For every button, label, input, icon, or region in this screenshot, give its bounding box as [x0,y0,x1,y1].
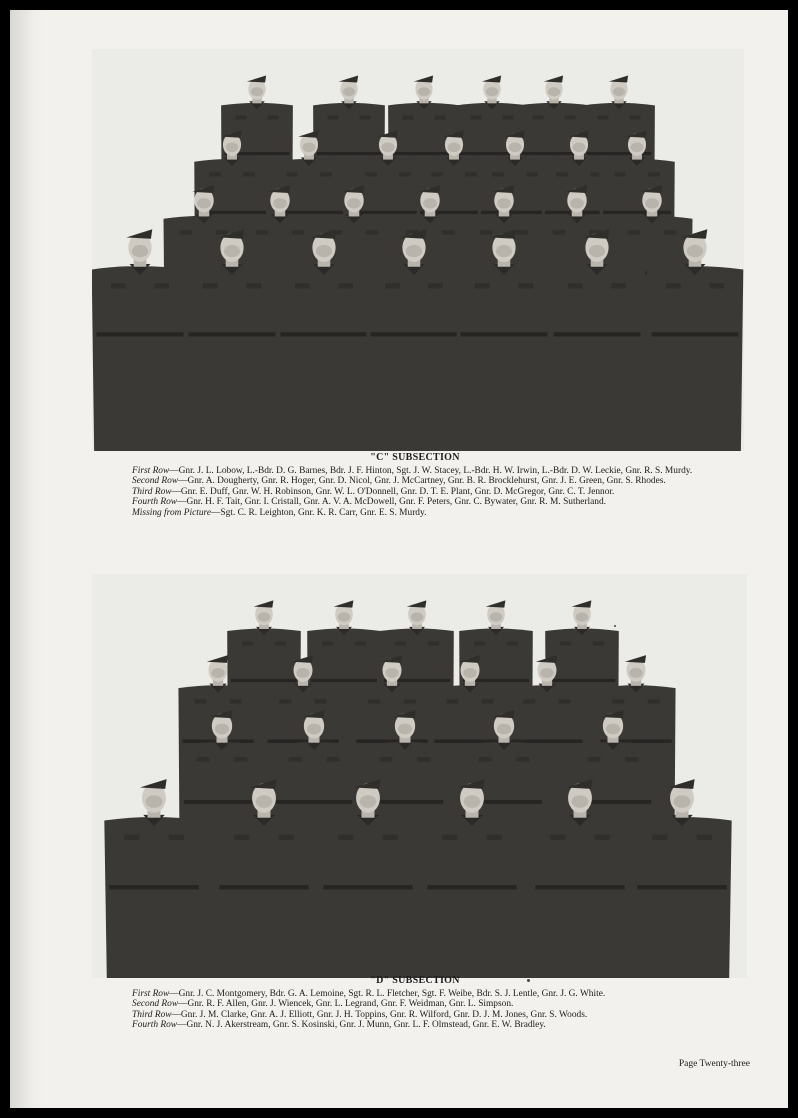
row-names: —Gnr. H. F. Tait, Gnr. I. Cristall, Gnr. A. V. A. McDowell, Gnr. F. Peters, Gnr. C. Bywater, Gnr. R. M. Sutherland. [177,497,607,508]
d-fourth-row [106,1020,724,1031]
c-subsection-title: "C" SUBSECTION [370,452,460,463]
row-label: Second Row [132,999,179,1010]
d-second-row [106,999,724,1010]
row-label: Third Row [132,486,172,497]
row-names: —Gnr. J. C. Montgomery, Bdr. G. A. Lemoine, Sgt. R. L. Fletcher, Sgt. F. Weibe, Bdr. S. J. Lentle, Gnr. J. G. White. [169,988,606,999]
d-first-row [106,989,724,1000]
row-names: —Gnr. R. F. Allen, Gnr. J. Wiencek, Gnr. L. Legrand, Gnr. F. Weidman, Gnr. L. Simpson. [178,999,514,1010]
row-names: —Gnr. J. L. Lobow, L.-Bdr. D. G. Barnes, Bdr. J. F. Hinton, Sgt. J. W. Stacey, L.-Bdr. H. W. Irwin, L.-Bdr. D. W. Leckie, Gnr. R. S. Murdy. [169,465,693,476]
d-subsection-group-photo [92,574,747,978]
c-subsection-photo-illustration [92,49,744,451]
binding-gutter [10,10,44,1108]
row-names: —Gnr. N. J. Akerstream, Gnr. S. Kosinski, Gnr. J. Munn, Gnr. L. F. Olmstead, Gnr. E. W. Bradley. [177,1020,546,1031]
page-number: Page Twenty-three [678,1059,750,1069]
row-label: Missing from Picture [132,507,211,518]
row-names: —Sgt. C. R. Leighton, Gnr. K. R. Carr, Gnr. E. S. Murdy. [211,507,427,518]
row-names: —Gnr. E. Duff, Gnr. W. H. Robinson, Gnr. W. L. O'Donnell, Gnr. D. T. E. Plant, Gnr. D. McGregor, Gnr. C. T. Jennor. [171,486,615,497]
row-label: Fourth Row [132,497,178,508]
c-third-row [106,487,724,498]
d-subsection-caption [106,976,724,1031]
ink-speck [614,625,616,627]
c-first-row [106,466,724,477]
c-subsection-group-photo [92,49,744,451]
row-names: —Gnr. A. Dougherty, Gnr. R. Hoger, Gnr. D. Nicol, Gnr. J. McCartney, Gnr. B. R. Brocklehurst, Gnr. J. E. Green, Gnr. S. Rhodes. [178,476,666,487]
c-second-row [106,476,724,487]
c-subsection-caption [106,453,724,519]
ink-speck [527,979,530,982]
d-subsection-photo-illustration [92,574,747,978]
row-label: First Row [132,465,170,476]
row-label: First Row [132,988,170,999]
row-names: —Gnr. J. M. Clarke, Gnr. A. J. Elliott, Gnr. J. H. Toppins, Gnr. R. Wilford, Gnr. D. J. M. Jones, Gnr. S. Woods. [171,1009,588,1020]
row-label: Third Row [132,1009,172,1020]
d-subsection-title: "D" SUBSECTION [370,975,460,986]
c-fourth-row [106,497,724,508]
yearbook-page [10,10,788,1108]
row-label: Fourth Row [132,1020,178,1031]
row-label: Second Row [132,476,179,487]
c-missing-from-picture [106,508,724,519]
d-third-row [106,1010,724,1021]
